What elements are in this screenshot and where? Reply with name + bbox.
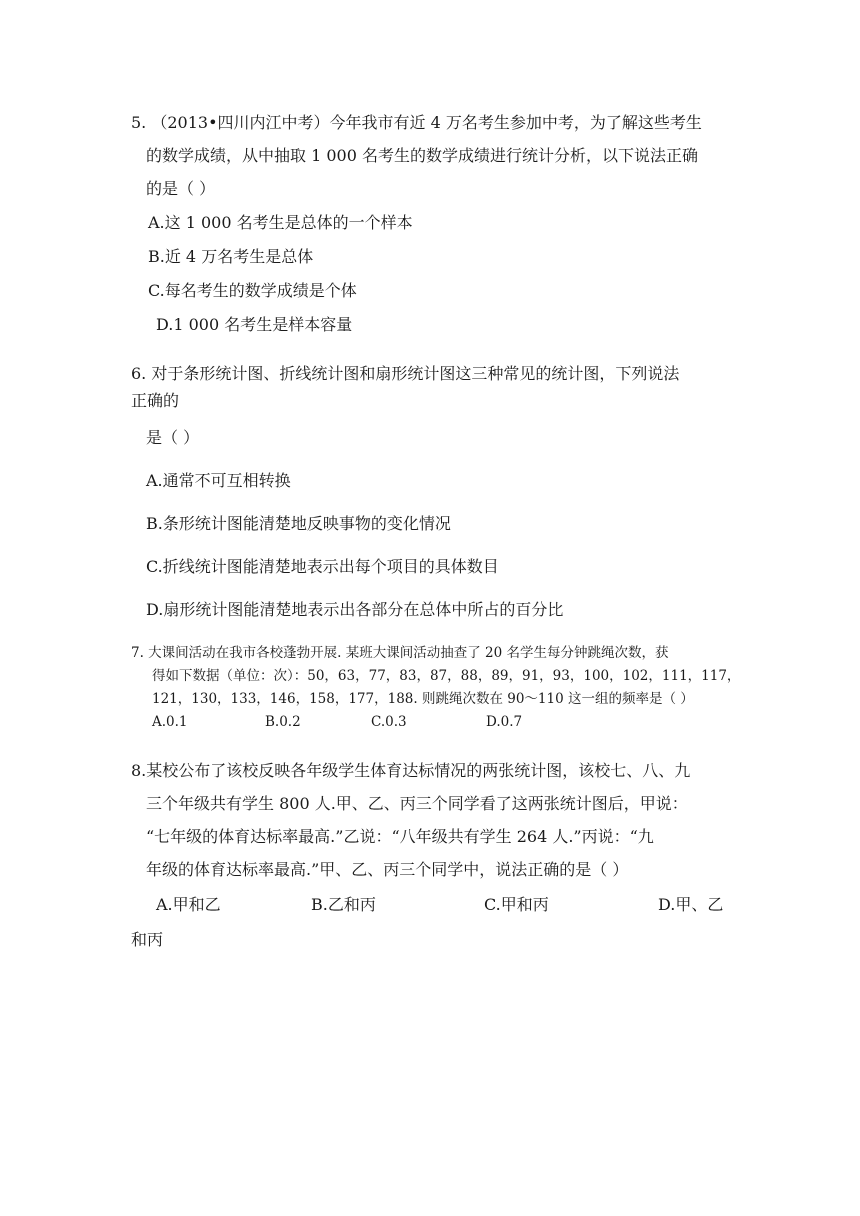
q8-stem-line-1: 8.某校公布了该校反映各年级学生体育达标情况的两张统计图，该校七、八、九	[131, 761, 691, 780]
q6-option-b: B.条形统计图能清楚地反映事物的变化情况	[146, 514, 451, 533]
q8-options	[156, 894, 736, 916]
q5-stem-line-3: 的是（ ）	[146, 179, 216, 198]
q8-option-d-wrap: 和丙	[131, 930, 164, 949]
q6-option-a: A.通常不可互相转换	[146, 471, 291, 490]
q7-option-c: C.0.3	[371, 714, 407, 730]
q5-stem-line-2: 的数学成绩，从中抽取 1 000 名考生的数学成绩进行统计分析，以下说法正确	[146, 146, 698, 165]
q5-option-b: B.近 4 万名考生是总体	[148, 247, 314, 266]
q7-options	[152, 712, 592, 732]
q7-option-d: D.0.7	[486, 714, 523, 730]
q5-stem-line-1: 5. （2013•四川内江中考）今年我市有近 4 万名考生参加中考，为了解这些考生	[131, 113, 702, 132]
q7-stem-line-2: 得如下数据（单位：次）：50，63，77，83，87，88，89，91，93，100，102，111，117，	[152, 668, 741, 684]
q8-stem-line-2: 三个年级共有学生 800 人.甲、乙、丙三个同学看了这两张统计图后，甲说：	[146, 794, 688, 813]
q5-option-d: D.1 000 名考生是样本容量	[156, 315, 353, 334]
q7-stem-line-3: 121，130，133，146，158，177，188. 则跳绳次数在 90～110 这一组的频率是（ ）	[152, 691, 694, 707]
q6-option-d: D.扇形统计图能清楚地表示出各部分在总体中所占的百分比	[146, 600, 564, 619]
q7-stem-line-1: 7. 大课间活动在我市各校蓬勃开展. 某班大课间活动抽查了 20 名学生每分钟跳绳次数，获	[131, 645, 669, 661]
q8-option-d: D.甲、乙	[658, 895, 724, 914]
q7-option-a: A.0.1	[152, 714, 188, 730]
q6-stem-line-2: 正确的	[131, 391, 180, 410]
q6-stem-line-1: 6. 对于条形统计图、折线统计图和扇形统计图这三种常见的统计图，下列说法	[131, 364, 680, 383]
q8-stem-line-4: 年级的体育达标率最高.”甲、乙、丙三个同学中，说法正确的是（ ）	[146, 860, 629, 879]
q6-option-c: C.折线统计图能清楚地表示出每个项目的具体数目	[146, 557, 499, 576]
q6-stem-line-3: 是（ ）	[146, 428, 200, 447]
q5-option-a: A.这 1 000 名考生是总体的一个样本	[148, 213, 413, 232]
q8-option-b: B.乙和丙	[311, 895, 376, 914]
q7-option-b: B.0.2	[265, 714, 301, 730]
q8-option-a: A.甲和乙	[156, 895, 221, 914]
q8-option-c: C.甲和丙	[484, 895, 549, 914]
q8-stem-line-3: “七年级的体育达标率最高.”乙说：“八年级共有学生 264 人.”丙说：“九	[146, 827, 654, 846]
q5-option-c: C.每名考生的数学成绩是个体	[148, 281, 357, 300]
